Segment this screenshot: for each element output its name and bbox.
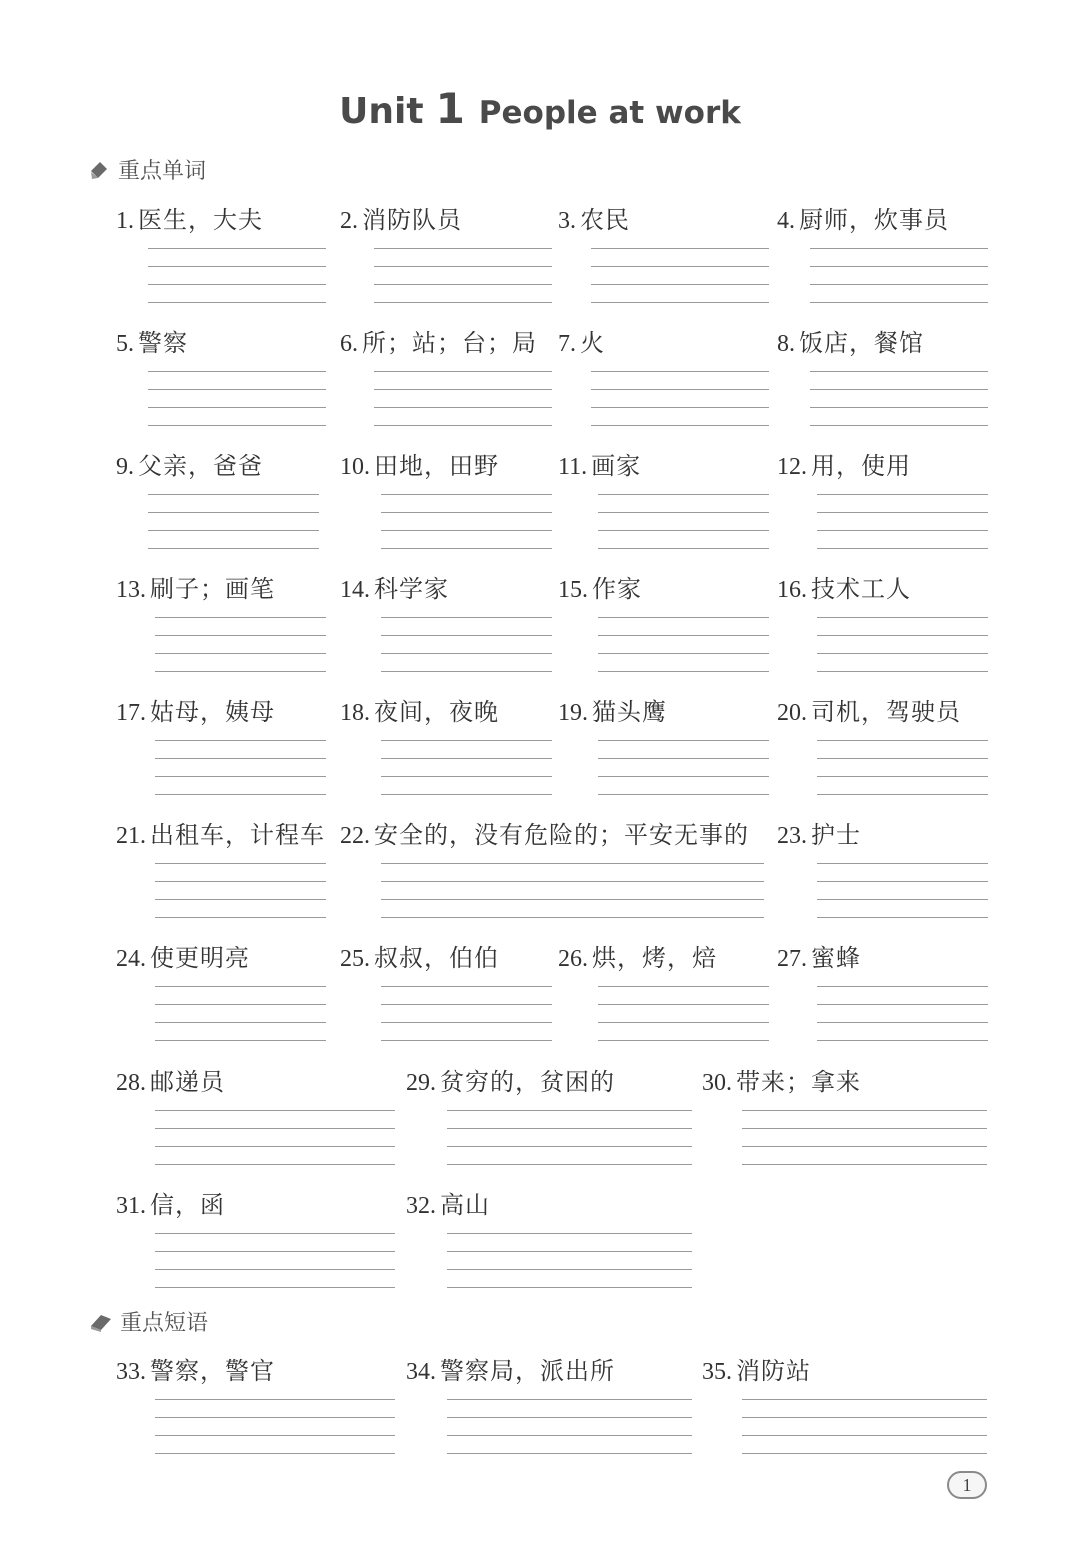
item-meaning: 高山 <box>440 1191 490 1219</box>
writing-line[interactable] <box>447 1164 692 1165</box>
writing-line[interactable] <box>374 407 552 408</box>
item-number: 30. <box>702 1070 732 1096</box>
writing-line[interactable] <box>374 284 552 285</box>
writing-line[interactable] <box>148 371 326 372</box>
vocab-prompt <box>558 446 641 481</box>
vocab-prompt <box>116 938 250 973</box>
writing-line[interactable] <box>810 284 988 285</box>
writing-line[interactable] <box>381 512 552 513</box>
vocab-prompt <box>340 815 749 850</box>
vocab-prompt <box>558 692 667 727</box>
item-number: 29. <box>406 1070 436 1096</box>
writing-line[interactable] <box>148 530 319 531</box>
writing-line[interactable] <box>374 425 552 426</box>
unit-number: 1 <box>435 84 465 133</box>
item-number: 35. <box>702 1359 732 1385</box>
vocab-prompt <box>340 569 449 604</box>
writing-line[interactable] <box>447 1435 692 1436</box>
unit-subtitle: People at work <box>478 95 741 131</box>
writing-line[interactable] <box>598 548 769 549</box>
writing-line[interactable] <box>155 653 326 654</box>
item-number: 24. <box>116 946 146 972</box>
writing-line[interactable] <box>148 266 326 267</box>
vocab-prompt <box>340 200 462 235</box>
vocab-prompt <box>558 323 605 358</box>
item-number: 13. <box>116 577 146 603</box>
item-number: 4. <box>777 208 795 234</box>
vocab-prompt <box>777 692 961 727</box>
writing-line[interactable] <box>591 407 769 408</box>
item-meaning: 猫头鹰 <box>592 698 667 726</box>
vocab-prompt <box>558 938 717 973</box>
writing-line[interactable] <box>598 653 769 654</box>
writing-line[interactable] <box>155 1004 326 1005</box>
writing-line[interactable] <box>742 1164 987 1165</box>
writing-line[interactable] <box>810 407 988 408</box>
writing-line[interactable] <box>155 1164 395 1165</box>
writing-line[interactable] <box>155 1040 326 1041</box>
item-number: 10. <box>340 454 370 480</box>
item-number: 26. <box>558 946 588 972</box>
item-number: 18. <box>340 700 370 726</box>
item-meaning: 邮递员 <box>150 1068 225 1096</box>
item-number: 3. <box>558 208 576 234</box>
item-meaning: 消防队员 <box>362 206 462 234</box>
item-number: 33. <box>116 1359 146 1385</box>
item-number: 1. <box>116 208 134 234</box>
writing-line[interactable] <box>148 494 319 495</box>
writing-line[interactable] <box>155 917 326 918</box>
writing-line[interactable] <box>381 986 552 987</box>
vocab-prompt <box>340 323 537 358</box>
vocab-prompt <box>406 1351 615 1386</box>
item-meaning: 警察 <box>138 329 188 357</box>
writing-line[interactable] <box>381 1040 552 1041</box>
item-number: 14. <box>340 577 370 603</box>
writing-line[interactable] <box>155 1417 395 1418</box>
writing-line[interactable] <box>155 1022 326 1023</box>
writing-line[interactable] <box>447 1417 692 1418</box>
item-meaning: 安全的，没有危险的；平安无事的 <box>374 821 749 849</box>
vocab-prompt <box>406 1062 615 1097</box>
item-meaning: 技术工人 <box>811 575 911 603</box>
writing-line[interactable] <box>598 986 769 987</box>
writing-line[interactable] <box>381 863 764 864</box>
writing-line[interactable] <box>591 248 769 249</box>
writing-line[interactable] <box>598 617 769 618</box>
item-meaning: 警察局，派出所 <box>440 1357 615 1385</box>
item-meaning: 消防站 <box>736 1357 811 1385</box>
writing-line[interactable] <box>447 1146 692 1147</box>
writing-line[interactable] <box>381 758 552 759</box>
vocab-prompt <box>116 815 325 850</box>
unit-title <box>0 84 1080 133</box>
vocab-prompt <box>116 200 263 235</box>
vocab-prompt <box>777 323 924 358</box>
writing-line[interactable] <box>810 389 988 390</box>
writing-line[interactable] <box>598 512 769 513</box>
vocab-prompt <box>777 200 949 235</box>
writing-line[interactable] <box>381 776 552 777</box>
item-meaning: 带来；拿来 <box>736 1068 861 1096</box>
vocab-prompt <box>406 1185 490 1220</box>
writing-line[interactable] <box>148 389 326 390</box>
item-number: 5. <box>116 331 134 357</box>
vocab-prompt <box>702 1351 811 1386</box>
writing-line[interactable] <box>155 1435 395 1436</box>
writing-line[interactable] <box>381 794 552 795</box>
item-meaning: 司机，驾驶员 <box>811 698 961 726</box>
writing-line[interactable] <box>374 371 552 372</box>
writing-line[interactable] <box>374 266 552 267</box>
writing-line[interactable] <box>817 548 988 549</box>
writing-line[interactable] <box>381 671 552 672</box>
writing-line[interactable] <box>447 1251 692 1252</box>
writing-line[interactable] <box>817 863 988 864</box>
writing-line[interactable] <box>742 1128 987 1129</box>
writing-line[interactable] <box>447 1233 692 1234</box>
writing-line[interactable] <box>381 530 552 531</box>
item-number: 17. <box>116 700 146 726</box>
writing-line[interactable] <box>817 881 988 882</box>
writing-line[interactable] <box>381 617 552 618</box>
item-number: 22. <box>340 823 370 849</box>
item-meaning: 作家 <box>592 575 642 603</box>
item-meaning: 姑母，姨母 <box>150 698 275 726</box>
writing-line[interactable] <box>591 302 769 303</box>
writing-line[interactable] <box>155 758 326 759</box>
item-number: 28. <box>116 1070 146 1096</box>
writing-line[interactable] <box>155 617 326 618</box>
item-number: 21. <box>116 823 146 849</box>
book-icon <box>88 1309 114 1333</box>
item-meaning: 医生，大夫 <box>138 206 263 234</box>
writing-line[interactable] <box>598 1022 769 1023</box>
writing-line[interactable] <box>598 776 769 777</box>
writing-line[interactable] <box>381 740 552 741</box>
item-meaning: 信，函 <box>150 1191 225 1219</box>
writing-line[interactable] <box>817 899 988 900</box>
writing-line[interactable] <box>155 986 326 987</box>
writing-line[interactable] <box>447 1128 692 1129</box>
writing-line[interactable] <box>598 494 769 495</box>
writing-line[interactable] <box>742 1435 987 1436</box>
item-number: 9. <box>116 454 134 480</box>
writing-line[interactable] <box>817 1040 988 1041</box>
writing-line[interactable] <box>381 548 552 549</box>
writing-line[interactable] <box>817 986 988 987</box>
item-number: 11. <box>558 454 588 480</box>
section-key-phrases <box>88 1306 208 1336</box>
vocab-prompt <box>116 692 275 727</box>
writing-line[interactable] <box>381 653 552 654</box>
item-number: 23. <box>777 823 807 849</box>
writing-line[interactable] <box>155 1453 395 1454</box>
writing-line[interactable] <box>591 371 769 372</box>
writing-line[interactable] <box>591 425 769 426</box>
writing-line[interactable] <box>817 653 988 654</box>
item-number: 32. <box>406 1193 436 1219</box>
writing-line[interactable] <box>381 494 552 495</box>
writing-line[interactable] <box>148 425 326 426</box>
item-number: 25. <box>340 946 370 972</box>
item-number: 31. <box>116 1193 146 1219</box>
writing-line[interactable] <box>598 740 769 741</box>
writing-line[interactable] <box>598 671 769 672</box>
writing-line[interactable] <box>374 248 552 249</box>
writing-line[interactable] <box>817 617 988 618</box>
vocab-prompt <box>777 815 861 850</box>
writing-line[interactable] <box>447 1287 692 1288</box>
writing-line[interactable] <box>155 1233 395 1234</box>
writing-line[interactable] <box>381 635 552 636</box>
writing-line[interactable] <box>598 794 769 795</box>
writing-line[interactable] <box>155 1251 395 1252</box>
item-meaning: 用，使用 <box>811 452 911 480</box>
section-title-phrases: 重点短语 <box>120 1310 209 1336</box>
writing-line[interactable] <box>591 284 769 285</box>
writing-line[interactable] <box>155 776 326 777</box>
item-number: 19. <box>558 700 588 726</box>
writing-line[interactable] <box>155 1146 395 1147</box>
item-meaning: 所；站；台；局 <box>362 329 537 357</box>
writing-line[interactable] <box>155 899 326 900</box>
item-meaning: 田地，田野 <box>374 452 499 480</box>
writing-line[interactable] <box>810 266 988 267</box>
vocab-prompt <box>116 1062 225 1097</box>
writing-line[interactable] <box>447 1269 692 1270</box>
writing-line[interactable] <box>148 284 326 285</box>
writing-line[interactable] <box>817 758 988 759</box>
vocab-prompt <box>116 446 263 481</box>
vocab-prompt <box>340 446 499 481</box>
writing-line[interactable] <box>810 371 988 372</box>
item-meaning: 护士 <box>811 821 861 849</box>
writing-line[interactable] <box>381 899 764 900</box>
writing-line[interactable] <box>155 863 326 864</box>
writing-line[interactable] <box>148 407 326 408</box>
item-meaning: 画家 <box>591 452 642 480</box>
writing-line[interactable] <box>155 635 326 636</box>
writing-line[interactable] <box>155 1399 395 1400</box>
writing-line[interactable] <box>447 1453 692 1454</box>
item-meaning: 父亲，爸爸 <box>138 452 263 480</box>
writing-line[interactable] <box>817 635 988 636</box>
vocab-prompt <box>116 323 188 358</box>
writing-line[interactable] <box>155 671 326 672</box>
item-meaning: 警察，警官 <box>150 1357 275 1385</box>
writing-line[interactable] <box>148 248 326 249</box>
writing-line[interactable] <box>148 548 319 549</box>
item-number: 6. <box>340 331 358 357</box>
item-meaning: 饭店，餐馆 <box>799 329 924 357</box>
writing-line[interactable] <box>374 302 552 303</box>
writing-line[interactable] <box>148 512 319 513</box>
writing-line[interactable] <box>148 302 326 303</box>
item-number: 7. <box>558 331 576 357</box>
writing-line[interactable] <box>381 1004 552 1005</box>
writing-line[interactable] <box>447 1110 692 1111</box>
vocab-prompt <box>777 569 911 604</box>
item-meaning: 厨师，炊事员 <box>799 206 949 234</box>
writing-line[interactable] <box>817 494 988 495</box>
vocab-prompt <box>777 446 911 481</box>
item-number: 27. <box>777 946 807 972</box>
item-number: 16. <box>777 577 807 603</box>
item-number: 15. <box>558 577 588 603</box>
writing-line[interactable] <box>155 1287 395 1288</box>
writing-line[interactable] <box>598 530 769 531</box>
writing-line[interactable] <box>817 776 988 777</box>
writing-line[interactable] <box>591 266 769 267</box>
writing-line[interactable] <box>742 1110 987 1111</box>
writing-line[interactable] <box>817 794 988 795</box>
item-meaning: 蜜蜂 <box>811 944 861 972</box>
vocab-prompt <box>558 569 642 604</box>
writing-line[interactable] <box>810 248 988 249</box>
vocab-prompt <box>340 692 499 727</box>
vocab-prompt <box>116 1185 225 1220</box>
writing-line[interactable] <box>817 1004 988 1005</box>
writing-line[interactable] <box>155 1269 395 1270</box>
item-meaning: 夜间，夜晚 <box>374 698 499 726</box>
writing-line[interactable] <box>598 635 769 636</box>
writing-line[interactable] <box>742 1399 987 1400</box>
unit-label: Unit <box>339 91 424 132</box>
item-meaning: 烘，烤，焙 <box>592 944 717 972</box>
item-meaning: 出租车，计程车 <box>150 821 325 849</box>
writing-line[interactable] <box>381 881 764 882</box>
writing-line[interactable] <box>817 512 988 513</box>
writing-line[interactable] <box>598 1040 769 1041</box>
item-number: 20. <box>777 700 807 726</box>
writing-line[interactable] <box>598 758 769 759</box>
item-meaning: 火 <box>580 329 605 357</box>
writing-line[interactable] <box>742 1453 987 1454</box>
writing-line[interactable] <box>155 1110 395 1111</box>
writing-line[interactable] <box>155 794 326 795</box>
writing-line[interactable] <box>810 302 988 303</box>
writing-line[interactable] <box>155 1128 395 1129</box>
writing-line[interactable] <box>817 530 988 531</box>
writing-line[interactable] <box>742 1417 987 1418</box>
vocab-prompt <box>558 200 630 235</box>
vocab-prompt <box>702 1062 861 1097</box>
item-number: 34. <box>406 1359 436 1385</box>
item-meaning: 农民 <box>580 206 630 234</box>
pencil-icon <box>88 157 112 181</box>
writing-line[interactable] <box>374 389 552 390</box>
writing-line[interactable] <box>810 425 988 426</box>
item-meaning: 刷子；画笔 <box>150 575 275 603</box>
writing-line[interactable] <box>381 1022 552 1023</box>
writing-line[interactable] <box>598 1004 769 1005</box>
writing-line[interactable] <box>817 1022 988 1023</box>
item-meaning: 贫穷的，贫困的 <box>440 1068 615 1096</box>
writing-line[interactable] <box>155 881 326 882</box>
vocab-prompt <box>116 569 275 604</box>
writing-line[interactable] <box>742 1146 987 1147</box>
writing-line[interactable] <box>591 389 769 390</box>
writing-line[interactable] <box>381 917 764 918</box>
item-number: 8. <box>777 331 795 357</box>
writing-line[interactable] <box>817 671 988 672</box>
writing-line[interactable] <box>155 740 326 741</box>
vocab-prompt <box>777 938 861 973</box>
vocab-prompt <box>340 938 499 973</box>
item-meaning: 叔叔，伯伯 <box>374 944 499 972</box>
item-meaning: 使更明亮 <box>150 944 250 972</box>
item-number: 12. <box>777 454 807 480</box>
section-key-words <box>88 154 206 184</box>
writing-line[interactable] <box>447 1399 692 1400</box>
item-number: 2. <box>340 208 358 234</box>
item-meaning: 科学家 <box>374 575 449 603</box>
section-title-words: 重点单词 <box>118 158 207 184</box>
writing-line[interactable] <box>817 740 988 741</box>
page-number: 1 <box>947 1471 987 1499</box>
writing-line[interactable] <box>817 917 988 918</box>
vocab-prompt <box>116 1351 275 1386</box>
